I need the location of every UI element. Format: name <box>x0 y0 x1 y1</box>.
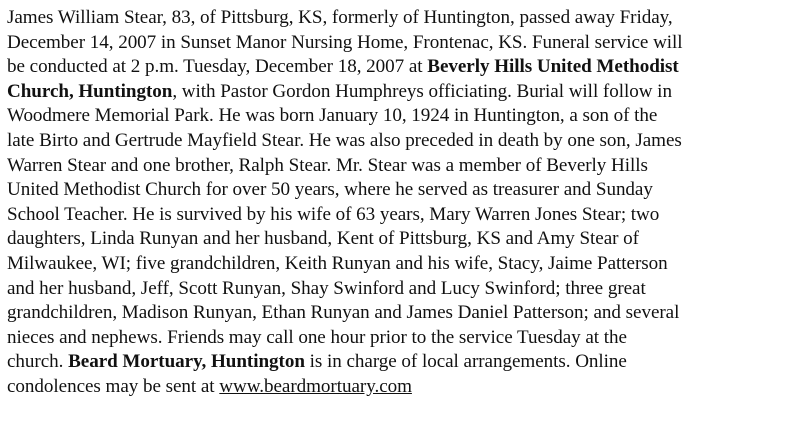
text-segment: daughters, Linda Runyan and her husband, Kent of Pittsburg, KS and Amy Stear of <box>7 228 639 250</box>
text-segment: December 14, 2007 in Sunset Manor Nursing Home, Frontenac, KS. Funeral service will <box>7 31 683 53</box>
text-line <box>7 104 793 129</box>
text-line <box>7 277 793 302</box>
bold-text: Beard Mortuary, Huntington <box>68 351 305 373</box>
text-line <box>7 154 793 179</box>
text-segment: nieces and nephews. Friends may call one hour prior to the service Tuesday at the <box>7 326 627 348</box>
text-line <box>7 203 793 228</box>
text-line <box>7 31 793 56</box>
text-line <box>7 252 793 277</box>
bold-text: Beverly Hills United Methodist <box>427 56 679 78</box>
text-line <box>7 55 793 80</box>
website-link[interactable]: www.beardmortuary.com <box>219 375 412 397</box>
text-segment: church. <box>7 351 69 373</box>
bold-text: Church, Huntington <box>7 80 173 102</box>
text-segment: condolences may be sent at <box>7 375 220 397</box>
text-line <box>7 6 793 31</box>
text-segment: Woodmere Memorial Park. He was born January 10, 1924 in Huntington, a son of the <box>7 105 658 127</box>
text-line <box>7 129 793 154</box>
text-line <box>7 178 793 203</box>
text-segment: late Birto and Gertrude Mayfield Stear. He was also preceded in death by one son, James <box>7 129 682 151</box>
text-segment: Warren Stear and one brother, Ralph Stear. Mr. Stear was a member of Beverly Hills <box>7 154 648 176</box>
text-line <box>7 301 793 326</box>
text-line <box>7 80 793 105</box>
text-segment: James William Stear, 83, of Pittsburg, KS, formerly of Huntington, passed away Friday, <box>7 7 673 28</box>
text-segment: is in charge of local arrangements. Online <box>304 351 627 373</box>
text-segment: , with Pastor Gordon Humphreys officiating. Burial will follow in <box>172 80 672 102</box>
obituary-text <box>7 6 797 400</box>
text-segment: School Teacher. He is survived by his wife of 63 years, Mary Warren Jones Stear; two <box>7 203 660 225</box>
text-line <box>7 326 793 351</box>
text-segment: United Methodist Church for over 50 years, where he served as treasurer and Sunday <box>7 179 653 201</box>
text-segment: and her husband, Jeff, Scott Runyan, Shay Swinford and Lucy Swinford; three great <box>7 277 646 299</box>
text-segment: grandchildren, Madison Runyan, Ethan Runyan and James Daniel Patterson; and several <box>7 302 680 324</box>
text-segment: be conducted at 2 p.m. Tuesday, December 18, 2007 at <box>7 56 428 78</box>
text-line <box>7 227 793 252</box>
text-segment: Milwaukee, WI; five grandchildren, Keith Runyan and his wife, Stacy, Jaime Patterson <box>7 252 668 274</box>
text-line <box>7 375 793 400</box>
text-line <box>7 350 793 375</box>
